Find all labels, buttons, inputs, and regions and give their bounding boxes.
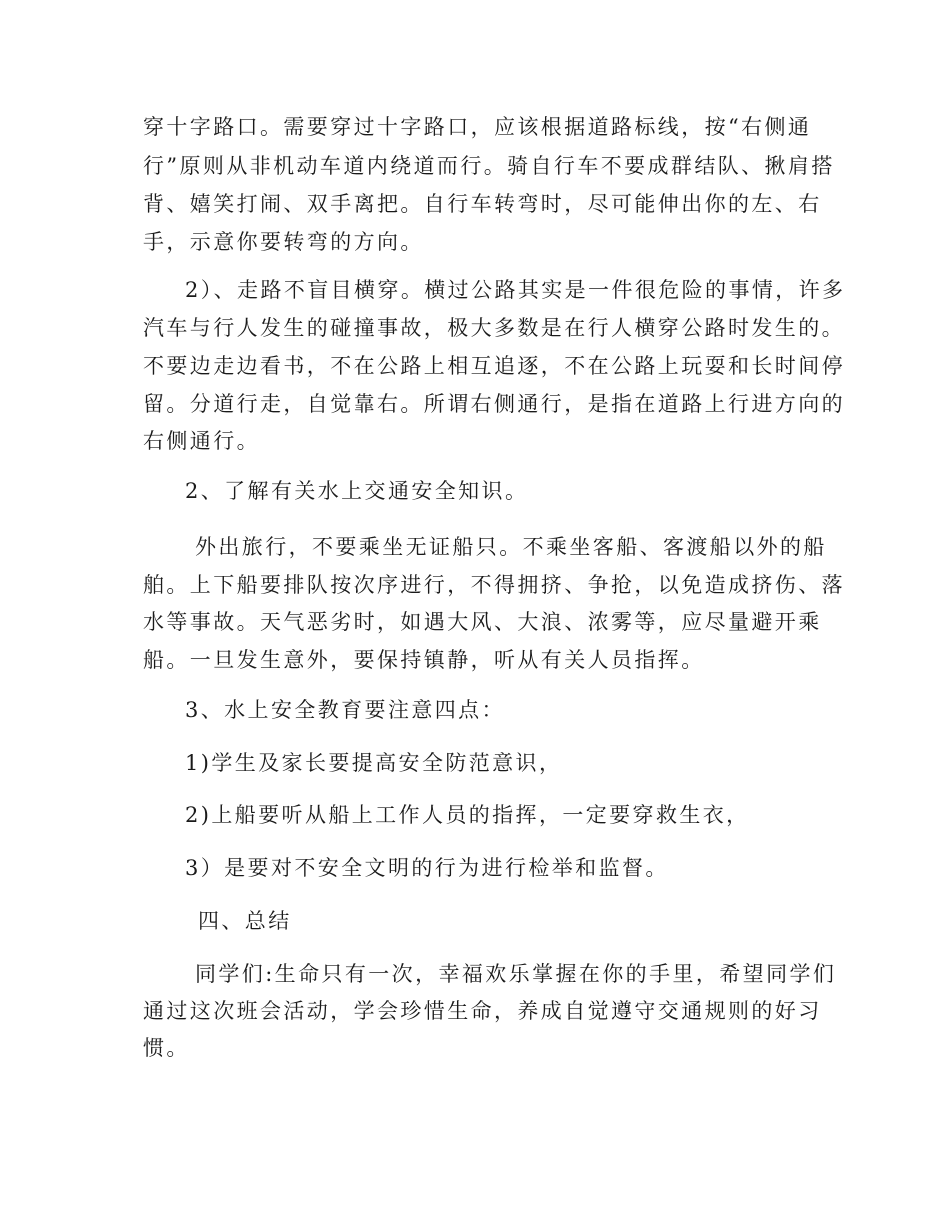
text-line: 背、嬉笑打闹、双手离把。自行车转弯时，尽可能伸出你的左、右 bbox=[143, 192, 822, 216]
text-line: 2)上船要听从船上工作人员的指挥，一定要穿救生衣， bbox=[185, 803, 750, 827]
text-line: 留。分道行走，自觉靠右。所谓右侧通行，是指在道路上行进方向的 bbox=[143, 392, 845, 416]
text-line: 3）是要对不安全文明的行为进行检举和监督。 bbox=[185, 856, 669, 880]
text-line: 汽车与行人发生的碰撞事故，极大多数是在行人横穿公路时发生的。 bbox=[143, 316, 845, 340]
text-line: 1)学生及家长要提高安全防范意识， bbox=[185, 751, 563, 775]
text-line: 四、总结 bbox=[198, 909, 292, 933]
text-line: 外出旅行，不要乘坐无证船只。不乘坐客船、客渡船以外的船 bbox=[195, 535, 827, 559]
text-line: 手，示意你要转弯的方向。 bbox=[143, 230, 424, 254]
text-line: 穿十字路口。需要穿过十字路口，应该根据道路标线，按“右侧通 bbox=[143, 115, 812, 139]
text-line: 通过这次班会活动，学会珍惜生命，养成自觉遵守交通规则的好习 bbox=[143, 999, 822, 1023]
text-line: 舶。上下船要排队按次序进行，不得拥挤、争抢，以免造成挤伤、落 bbox=[143, 573, 845, 597]
text-line: 2、了解有关水上交通安全知识。 bbox=[185, 479, 529, 503]
text-line: 行”原则从非机动车道内绕道而行。骑自行车不要成群结队、揪肩搭 bbox=[143, 154, 835, 178]
text-line: 船。一旦发生意外，要保持镇静，听从有关人员指挥。 bbox=[143, 648, 705, 672]
text-line: 右侧通行。 bbox=[143, 429, 260, 453]
text-line: 惯。 bbox=[143, 1036, 190, 1060]
text-line: 不要边走边看书，不在公路上相互追逐，不在公路上玩耍和长时间停 bbox=[143, 354, 845, 378]
text-line: 3、水上安全教育要注意四点： bbox=[185, 698, 505, 722]
text-line: 水等事故。天气恶劣时，如遇大风、大浪、浓雾等，应尽量避开乘 bbox=[143, 610, 822, 634]
text-line: 同学们:生命只有一次，幸福欢乐掌握在你的手里，希望同学们 bbox=[195, 962, 837, 986]
text-line: 2）、走路不盲目横穿。横过公路其实是一件很危险的事情，许多 bbox=[185, 278, 846, 302]
